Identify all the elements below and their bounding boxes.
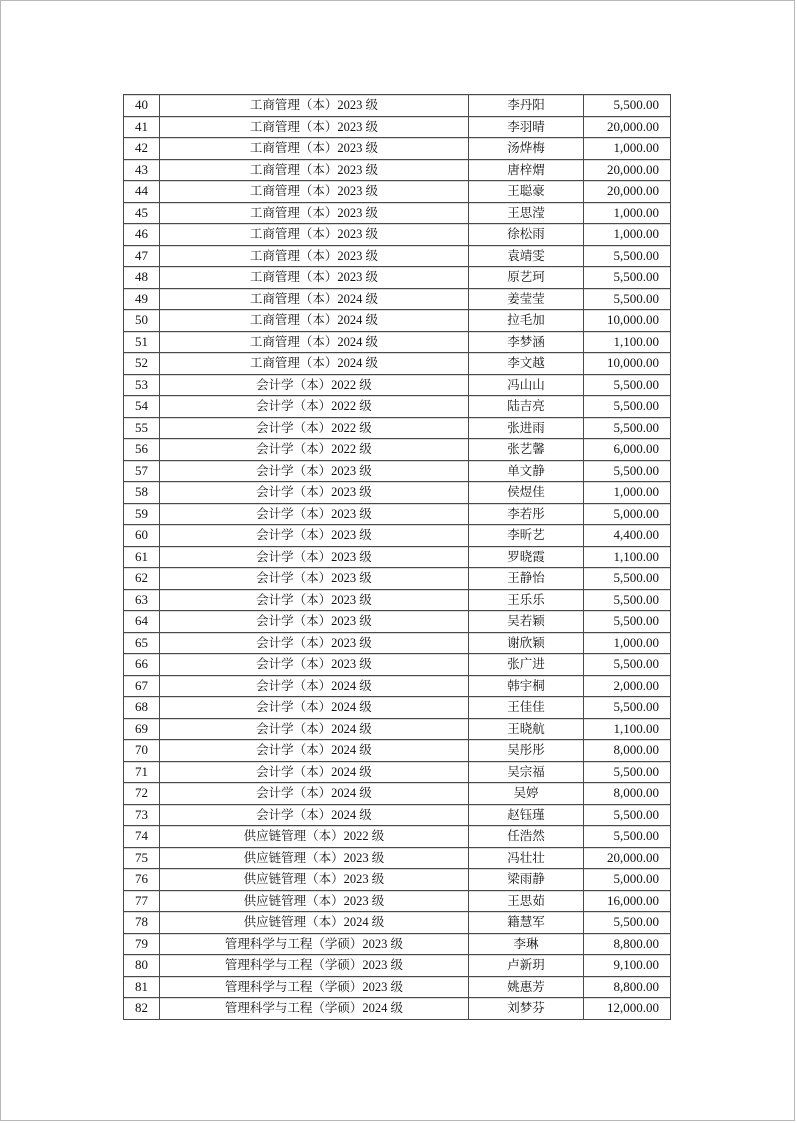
table-row bbox=[124, 976, 671, 998]
student-name-cell: 李丹阳 bbox=[469, 95, 584, 117]
row-number-cell: 54 bbox=[124, 396, 160, 418]
row-number-cell: 67 bbox=[124, 675, 160, 697]
table-row bbox=[124, 912, 671, 934]
amount-cell: 20,000.00 bbox=[584, 159, 671, 181]
table-row bbox=[124, 417, 671, 439]
student-name-cell: 张艺馨 bbox=[469, 439, 584, 461]
amount-cell: 16,000.00 bbox=[584, 890, 671, 912]
amount-cell: 5,500.00 bbox=[584, 396, 671, 418]
row-number-cell: 71 bbox=[124, 761, 160, 783]
class-name-cell: 会计学（本）2022 级 bbox=[160, 417, 469, 439]
row-number-cell: 41 bbox=[124, 116, 160, 138]
table-row bbox=[124, 998, 671, 1020]
row-number-cell: 80 bbox=[124, 955, 160, 977]
student-name-cell: 罗晓霞 bbox=[469, 546, 584, 568]
amount-cell: 6,000.00 bbox=[584, 439, 671, 461]
amount-cell: 20,000.00 bbox=[584, 181, 671, 203]
scholarship-table-container bbox=[123, 94, 671, 1020]
student-name-cell: 吴若颖 bbox=[469, 611, 584, 633]
amount-cell: 5,500.00 bbox=[584, 95, 671, 117]
table-row bbox=[124, 288, 671, 310]
table-row bbox=[124, 826, 671, 848]
table-row bbox=[124, 697, 671, 719]
amount-cell: 10,000.00 bbox=[584, 310, 671, 332]
class-name-cell: 供应链管理（本）2022 级 bbox=[160, 826, 469, 848]
class-name-cell: 工商管理（本）2023 级 bbox=[160, 138, 469, 160]
student-name-cell: 籍慧军 bbox=[469, 912, 584, 934]
amount-cell: 4,400.00 bbox=[584, 525, 671, 547]
amount-cell: 5,500.00 bbox=[584, 912, 671, 934]
table-row bbox=[124, 718, 671, 740]
amount-cell: 5,500.00 bbox=[584, 460, 671, 482]
student-name-cell: 王晓航 bbox=[469, 718, 584, 740]
class-name-cell: 工商管理（本）2023 级 bbox=[160, 116, 469, 138]
class-name-cell: 会计学（本）2023 级 bbox=[160, 632, 469, 654]
student-name-cell: 拉毛加 bbox=[469, 310, 584, 332]
amount-cell: 1,000.00 bbox=[584, 632, 671, 654]
row-number-cell: 43 bbox=[124, 159, 160, 181]
row-number-cell: 78 bbox=[124, 912, 160, 934]
student-name-cell: 王思茹 bbox=[469, 890, 584, 912]
amount-cell: 5,500.00 bbox=[584, 417, 671, 439]
table-row bbox=[124, 224, 671, 246]
table-row bbox=[124, 482, 671, 504]
amount-cell: 1,100.00 bbox=[584, 331, 671, 353]
class-name-cell: 会计学（本）2023 级 bbox=[160, 525, 469, 547]
class-name-cell: 会计学（本）2023 级 bbox=[160, 460, 469, 482]
class-name-cell: 工商管理（本）2023 级 bbox=[160, 159, 469, 181]
class-name-cell: 工商管理（本）2023 级 bbox=[160, 181, 469, 203]
student-name-cell: 王聪豪 bbox=[469, 181, 584, 203]
amount-cell: 8,000.00 bbox=[584, 783, 671, 805]
amount-cell: 1,100.00 bbox=[584, 546, 671, 568]
student-name-cell: 李琳 bbox=[469, 933, 584, 955]
row-number-cell: 45 bbox=[124, 202, 160, 224]
class-name-cell: 会计学（本）2023 级 bbox=[160, 546, 469, 568]
student-name-cell: 张进雨 bbox=[469, 417, 584, 439]
class-name-cell: 会计学（本）2023 级 bbox=[160, 611, 469, 633]
amount-cell: 8,800.00 bbox=[584, 976, 671, 998]
amount-cell: 20,000.00 bbox=[584, 116, 671, 138]
student-name-cell: 韩宇桐 bbox=[469, 675, 584, 697]
amount-cell: 8,000.00 bbox=[584, 740, 671, 762]
table-row bbox=[124, 245, 671, 267]
row-number-cell: 47 bbox=[124, 245, 160, 267]
class-name-cell: 会计学（本）2023 级 bbox=[160, 568, 469, 590]
table-row bbox=[124, 955, 671, 977]
student-name-cell: 刘梦芬 bbox=[469, 998, 584, 1020]
row-number-cell: 64 bbox=[124, 611, 160, 633]
amount-cell: 5,500.00 bbox=[584, 568, 671, 590]
row-number-cell: 58 bbox=[124, 482, 160, 504]
amount-cell: 5,500.00 bbox=[584, 804, 671, 826]
table-row bbox=[124, 933, 671, 955]
table-row bbox=[124, 331, 671, 353]
amount-cell: 5,500.00 bbox=[584, 245, 671, 267]
table-row bbox=[124, 740, 671, 762]
row-number-cell: 50 bbox=[124, 310, 160, 332]
student-name-cell: 吴婷 bbox=[469, 783, 584, 805]
row-number-cell: 79 bbox=[124, 933, 160, 955]
amount-cell: 5,500.00 bbox=[584, 589, 671, 611]
row-number-cell: 40 bbox=[124, 95, 160, 117]
amount-cell: 1,100.00 bbox=[584, 718, 671, 740]
table-row bbox=[124, 138, 671, 160]
class-name-cell: 工商管理（本）2023 级 bbox=[160, 224, 469, 246]
row-number-cell: 61 bbox=[124, 546, 160, 568]
class-name-cell: 工商管理（本）2023 级 bbox=[160, 267, 469, 289]
amount-cell: 1,000.00 bbox=[584, 482, 671, 504]
student-name-cell: 原艺珂 bbox=[469, 267, 584, 289]
row-number-cell: 65 bbox=[124, 632, 160, 654]
row-number-cell: 52 bbox=[124, 353, 160, 375]
table-row bbox=[124, 267, 671, 289]
student-name-cell: 梁雨静 bbox=[469, 869, 584, 891]
class-name-cell: 供应链管理（本）2023 级 bbox=[160, 847, 469, 869]
amount-cell: 1,000.00 bbox=[584, 202, 671, 224]
amount-cell: 5,500.00 bbox=[584, 654, 671, 676]
row-number-cell: 53 bbox=[124, 374, 160, 396]
class-name-cell: 管理科学与工程（学硕）2023 级 bbox=[160, 933, 469, 955]
table-row bbox=[124, 783, 671, 805]
student-name-cell: 冯山山 bbox=[469, 374, 584, 396]
class-name-cell: 会计学（本）2024 级 bbox=[160, 697, 469, 719]
class-name-cell: 工商管理（本）2023 级 bbox=[160, 202, 469, 224]
amount-cell: 5,500.00 bbox=[584, 267, 671, 289]
class-name-cell: 工商管理（本）2024 级 bbox=[160, 331, 469, 353]
class-name-cell: 会计学（本）2024 级 bbox=[160, 804, 469, 826]
student-name-cell: 吴宗福 bbox=[469, 761, 584, 783]
table-row bbox=[124, 869, 671, 891]
student-name-cell: 李昕艺 bbox=[469, 525, 584, 547]
class-name-cell: 会计学（本）2024 级 bbox=[160, 675, 469, 697]
student-name-cell: 卢新玥 bbox=[469, 955, 584, 977]
amount-cell: 2,000.00 bbox=[584, 675, 671, 697]
class-name-cell: 管理科学与工程（学硕）2023 级 bbox=[160, 955, 469, 977]
row-number-cell: 70 bbox=[124, 740, 160, 762]
table-row bbox=[124, 654, 671, 676]
row-number-cell: 82 bbox=[124, 998, 160, 1020]
class-name-cell: 供应链管理（本）2024 级 bbox=[160, 912, 469, 934]
amount-cell: 10,000.00 bbox=[584, 353, 671, 375]
table-row bbox=[124, 116, 671, 138]
student-name-cell: 李文越 bbox=[469, 353, 584, 375]
class-name-cell: 会计学（本）2023 级 bbox=[160, 654, 469, 676]
row-number-cell: 66 bbox=[124, 654, 160, 676]
student-name-cell: 袁靖雯 bbox=[469, 245, 584, 267]
row-number-cell: 49 bbox=[124, 288, 160, 310]
amount-cell: 5,500.00 bbox=[584, 826, 671, 848]
row-number-cell: 44 bbox=[124, 181, 160, 203]
student-name-cell: 李羽晴 bbox=[469, 116, 584, 138]
table-row bbox=[124, 890, 671, 912]
row-number-cell: 76 bbox=[124, 869, 160, 891]
student-name-cell: 王乐乐 bbox=[469, 589, 584, 611]
row-number-cell: 57 bbox=[124, 460, 160, 482]
row-number-cell: 68 bbox=[124, 697, 160, 719]
student-name-cell: 汤烨梅 bbox=[469, 138, 584, 160]
class-name-cell: 会计学（本）2023 级 bbox=[160, 589, 469, 611]
table-row bbox=[124, 310, 671, 332]
table-row bbox=[124, 202, 671, 224]
table-row bbox=[124, 847, 671, 869]
class-name-cell: 会计学（本）2022 级 bbox=[160, 374, 469, 396]
row-number-cell: 62 bbox=[124, 568, 160, 590]
student-name-cell: 谢欣颖 bbox=[469, 632, 584, 654]
table-row bbox=[124, 525, 671, 547]
student-name-cell: 王静怡 bbox=[469, 568, 584, 590]
amount-cell: 5,000.00 bbox=[584, 869, 671, 891]
row-number-cell: 75 bbox=[124, 847, 160, 869]
table-row bbox=[124, 439, 671, 461]
row-number-cell: 81 bbox=[124, 976, 160, 998]
table-row bbox=[124, 353, 671, 375]
student-name-cell: 唐梓煟 bbox=[469, 159, 584, 181]
class-name-cell: 工商管理（本）2023 级 bbox=[160, 245, 469, 267]
student-name-cell: 吴彤彤 bbox=[469, 740, 584, 762]
table-row bbox=[124, 589, 671, 611]
amount-cell: 5,500.00 bbox=[584, 761, 671, 783]
student-name-cell: 张广进 bbox=[469, 654, 584, 676]
table-row bbox=[124, 611, 671, 633]
class-name-cell: 会计学（本）2024 级 bbox=[160, 783, 469, 805]
student-name-cell: 李梦涵 bbox=[469, 331, 584, 353]
student-name-cell: 任浩然 bbox=[469, 826, 584, 848]
row-number-cell: 55 bbox=[124, 417, 160, 439]
class-name-cell: 管理科学与工程（学硕）2024 级 bbox=[160, 998, 469, 1020]
class-name-cell: 工商管理（本）2024 级 bbox=[160, 310, 469, 332]
amount-cell: 5,500.00 bbox=[584, 374, 671, 396]
class-name-cell: 会计学（本）2022 级 bbox=[160, 396, 469, 418]
student-name-cell: 侯煜佳 bbox=[469, 482, 584, 504]
row-number-cell: 56 bbox=[124, 439, 160, 461]
student-name-cell: 李若彤 bbox=[469, 503, 584, 525]
class-name-cell: 供应链管理（本）2023 级 bbox=[160, 890, 469, 912]
class-name-cell: 会计学（本）2022 级 bbox=[160, 439, 469, 461]
table-body bbox=[124, 95, 671, 1020]
student-name-cell: 赵钰瑾 bbox=[469, 804, 584, 826]
table-row bbox=[124, 546, 671, 568]
amount-cell: 5,000.00 bbox=[584, 503, 671, 525]
student-name-cell: 王思滢 bbox=[469, 202, 584, 224]
row-number-cell: 77 bbox=[124, 890, 160, 912]
class-name-cell: 供应链管理（本）2023 级 bbox=[160, 869, 469, 891]
amount-cell: 5,500.00 bbox=[584, 697, 671, 719]
student-name-cell: 单文静 bbox=[469, 460, 584, 482]
class-name-cell: 会计学（本）2024 级 bbox=[160, 718, 469, 740]
student-name-cell: 冯壮壮 bbox=[469, 847, 584, 869]
student-name-cell: 姜莹莹 bbox=[469, 288, 584, 310]
class-name-cell: 工商管理（本）2024 级 bbox=[160, 353, 469, 375]
amount-cell: 5,500.00 bbox=[584, 288, 671, 310]
table-row bbox=[124, 374, 671, 396]
student-name-cell: 徐松雨 bbox=[469, 224, 584, 246]
class-name-cell: 管理科学与工程（学硕）2023 级 bbox=[160, 976, 469, 998]
row-number-cell: 73 bbox=[124, 804, 160, 826]
student-name-cell: 姚惠芳 bbox=[469, 976, 584, 998]
amount-cell: 20,000.00 bbox=[584, 847, 671, 869]
row-number-cell: 60 bbox=[124, 525, 160, 547]
class-name-cell: 会计学（本）2023 级 bbox=[160, 482, 469, 504]
row-number-cell: 63 bbox=[124, 589, 160, 611]
student-name-cell: 陆吉亮 bbox=[469, 396, 584, 418]
amount-cell: 5,500.00 bbox=[584, 611, 671, 633]
amount-cell: 12,000.00 bbox=[584, 998, 671, 1020]
amount-cell: 1,000.00 bbox=[584, 138, 671, 160]
amount-cell: 1,000.00 bbox=[584, 224, 671, 246]
row-number-cell: 72 bbox=[124, 783, 160, 805]
row-number-cell: 51 bbox=[124, 331, 160, 353]
table-row bbox=[124, 396, 671, 418]
row-number-cell: 42 bbox=[124, 138, 160, 160]
scholarship-table bbox=[123, 94, 671, 1020]
table-row bbox=[124, 503, 671, 525]
row-number-cell: 69 bbox=[124, 718, 160, 740]
row-number-cell: 59 bbox=[124, 503, 160, 525]
row-number-cell: 48 bbox=[124, 267, 160, 289]
class-name-cell: 会计学（本）2024 级 bbox=[160, 761, 469, 783]
amount-cell: 9,100.00 bbox=[584, 955, 671, 977]
table-row bbox=[124, 675, 671, 697]
table-row bbox=[124, 95, 671, 117]
class-name-cell: 会计学（本）2024 级 bbox=[160, 740, 469, 762]
amount-cell: 8,800.00 bbox=[584, 933, 671, 955]
table-row bbox=[124, 804, 671, 826]
class-name-cell: 会计学（本）2023 级 bbox=[160, 503, 469, 525]
class-name-cell: 工商管理（本）2023 级 bbox=[160, 95, 469, 117]
class-name-cell: 工商管理（本）2024 级 bbox=[160, 288, 469, 310]
table-row bbox=[124, 159, 671, 181]
table-row bbox=[124, 181, 671, 203]
student-name-cell: 王佳佳 bbox=[469, 697, 584, 719]
table-row bbox=[124, 761, 671, 783]
row-number-cell: 46 bbox=[124, 224, 160, 246]
table-row bbox=[124, 460, 671, 482]
table-row bbox=[124, 568, 671, 590]
table-row bbox=[124, 632, 671, 654]
row-number-cell: 74 bbox=[124, 826, 160, 848]
